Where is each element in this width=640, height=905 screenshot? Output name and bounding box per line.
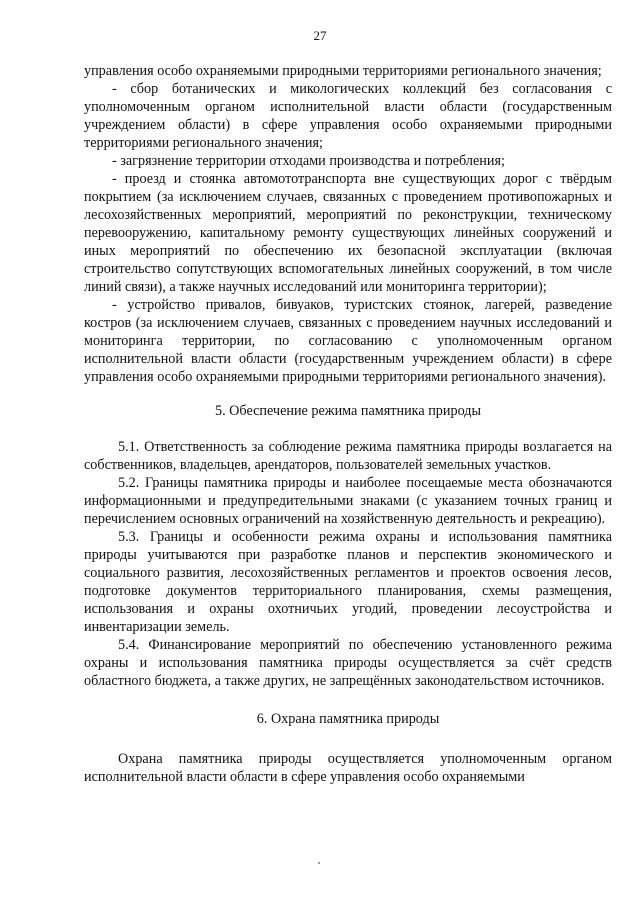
section-heading-6: 6. Охрана памятника природы — [256, 711, 440, 727]
page-number: 27 — [313, 28, 327, 43]
document-body — [84, 62, 612, 786]
list-item-pollution: - загрязнение территории отходами производства и потребления; — [112, 153, 505, 169]
section-heading-5: 5. Обеспечение режима памятника природы — [214, 403, 482, 419]
clause-5-1: 5.1. Ответственность за соблюдение режима памятника природы возлагается на собственников, владельцев, арендаторов, пользователей земельных участков. — [84, 439, 612, 473]
list-item-collections: - сбор ботанических и микологических коллекций без согласования с уполномоченным органом исполнительной власти области (государственным учреждением области) в сфере управления особо охраняемыми природными территориями регионального значения; — [84, 81, 612, 151]
clause-5-4: 5.4. Финансирование мероприятий по обеспечению установленного режима охраны и использования памятника природы осуществляется за счёт средств областного бюджета, а также других, не запрещённых законодательством источников. — [84, 637, 612, 689]
paragraph-protection: Охрана памятника природы осуществляется уполномоченным органом исполнительной власти области в сфере управления особо охраняемыми — [84, 751, 612, 785]
list-item-vehicles: - проезд и стоянка автомототранспорта вне существующих дорог с твёрдым покрытием (за исключением случаев, связанных с проведением противопожарных и лесохозяйственных мероприятий, мероприятий по реконструкции, техническому перевооружению, капитальному ремонту существующих линейных сооружений и иных мероприятий по обеспечению их безопасной эксплуатации (включая строительство сопутствующих вспомогательных линейных сооружений, в том числе линий связи), а также научных исследований или мониторинга территории); — [84, 171, 612, 295]
clause-5-3: 5.3. Границы и особенности режима охраны и использования памятника природы учитываются при разработке планов и перспектив экономического и социального развития, лесохозяйственных регламентов и проектов освоения лесов, подготовке документов территориального планирования, схемы размещения, использования и охраны охотничьих угодий, проведении лесоустройства и инвентаризации земель. — [84, 529, 612, 635]
list-item-camping: - устройство привалов, бивуаков, туристских стоянок, лагерей, разведение костров (за исключением случаев, связанных с проведением научных исследований и мониторинга территории, по согласованию с уполномоченным органом исполнительной власти области (государственным учреждением области) в сфере управления особо охраняемыми природными территориями регионального значения). — [84, 297, 612, 385]
scan-speck — [318, 862, 320, 864]
paragraph-continuation: управления особо охраняемыми природными территориями регионального значения; — [84, 63, 602, 79]
clause-5-2: 5.2. Границы памятника природы и наиболее посещаемые места обозначаются информационными и предупредительными знаками (с указанием точных границ и перечислением основных ограничений на хозяйственную деятельность и рекреацию). — [84, 475, 612, 527]
